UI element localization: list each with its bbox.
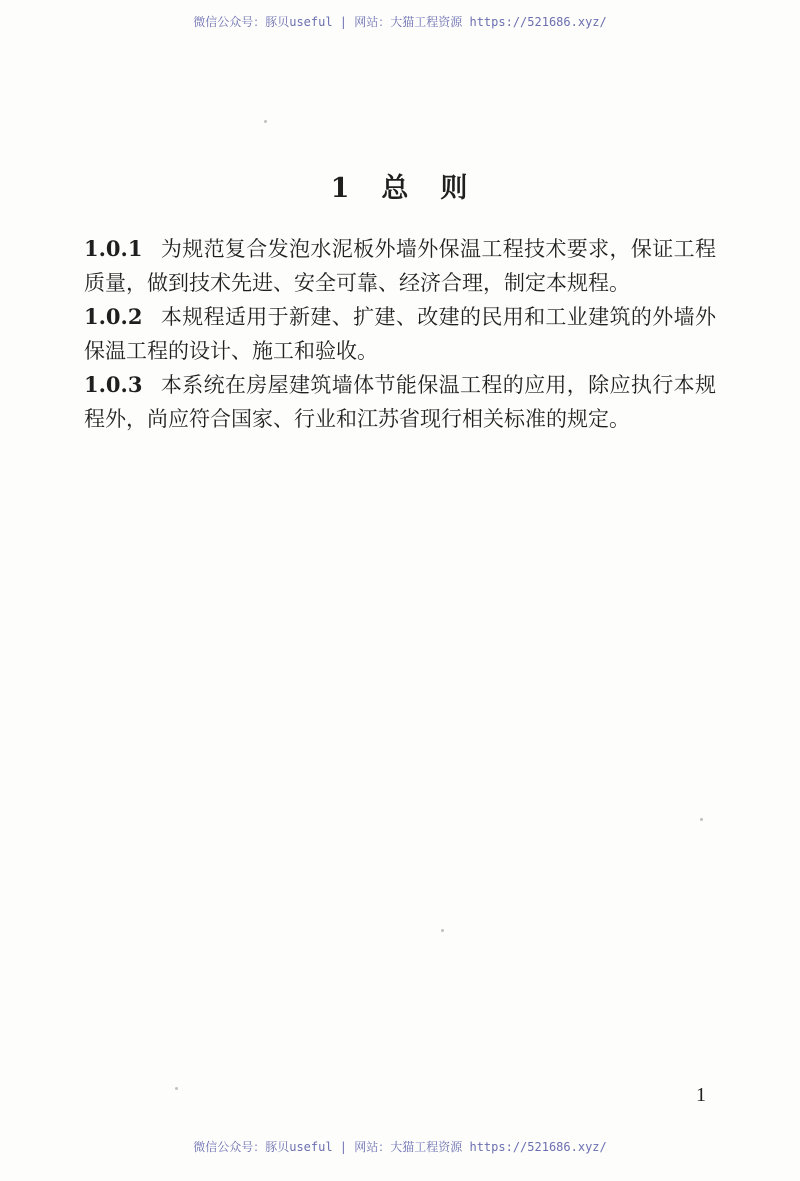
clause-number: 1.0.2 xyxy=(84,304,143,329)
scan-speck xyxy=(441,929,444,932)
chapter-title-char-1: 总 xyxy=(381,173,411,204)
clause-1-0-1 xyxy=(84,232,716,300)
clause-number: 1.0.1 xyxy=(84,236,143,261)
page-number: 1 xyxy=(696,1084,706,1106)
watermark-bottom: 微信公众号：豚贝useful | 网站：大猫工程资源 https://521686.xyz/ xyxy=(193,1140,607,1154)
chapter-title xyxy=(0,166,800,205)
clause-number: 1.0.3 xyxy=(84,372,143,397)
watermark-top: 微信公众号：豚贝useful | 网站：大猫工程资源 https://521686.xyz/ xyxy=(193,15,607,29)
scan-speck xyxy=(264,120,267,123)
clause-text: 为规范复合发泡水泥板外墙外保温工程技术要求，保证工程质量，做到技术先进、安全可靠、经济合理，制定本规程。 xyxy=(84,237,716,295)
scan-speck xyxy=(175,1087,178,1090)
chapter-number: 1 xyxy=(330,173,352,204)
clause-list xyxy=(84,232,716,436)
clause-1-0-3 xyxy=(84,368,716,436)
clause-text: 本系统在房屋建筑墙体节能保温工程的应用，除应执行本规程外，尚应符合国家、行业和江苏省现行相关标准的规定。 xyxy=(84,373,716,431)
scan-speck xyxy=(700,818,703,821)
clause-text: 本规程适用于新建、扩建、改建的民用和工业建筑的外墙外保温工程的设计、施工和验收。 xyxy=(84,305,716,363)
chapter-title-char-2: 则 xyxy=(440,173,470,204)
clause-1-0-2 xyxy=(84,300,716,368)
